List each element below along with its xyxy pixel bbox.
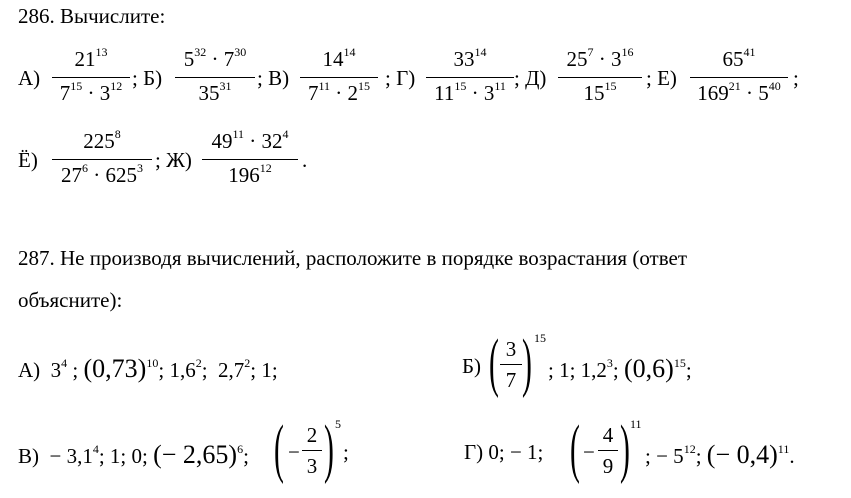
row1-end: ; — [793, 66, 799, 90]
separator-b: ; Б) — [132, 66, 163, 90]
fraction-v: $14^{14}$ $7^{11} \cdot 2^{15}$ — [300, 46, 378, 109]
fraction-e: $65^{41}$ $169^{21} \cdot 5^{40}$ — [690, 46, 788, 109]
left-paren-v: ( — [274, 412, 284, 485]
end-287-v: ; — [343, 440, 349, 464]
fraction-a: $21^{13}$ $7^{15} \cdot 3^{12}$ — [52, 46, 130, 109]
separator-e: ; Е) — [646, 66, 677, 90]
item-287-b-label: Б) — [462, 354, 482, 378]
separator-g: ; Г) — [385, 66, 416, 90]
item-287-g-rest: ; − $5^{12}$; (− 0,4)$^{11}$. — [645, 440, 795, 469]
separator-zh: ; Ж) — [155, 148, 192, 172]
minus-g: − — [583, 440, 595, 464]
item-287-b-rest: ; 1; $1,2^3$; $(0,6)^{15}$; — [548, 354, 692, 383]
separator-d: ; Д) — [514, 66, 547, 90]
right-paren-g: ) — [620, 412, 630, 485]
right-paren-v: ) — [324, 412, 334, 485]
exp-287-g: 11 — [630, 417, 642, 431]
right-paren-b: ) — [522, 326, 532, 399]
separator-v: ; В) — [257, 66, 290, 90]
item-287-g-label: Г) 0; − 1; — [464, 440, 544, 464]
problem-286-header: 286. Вычислите: — [18, 4, 166, 28]
minus-v: − — [288, 440, 300, 464]
item-yo-label: Ё) — [18, 148, 38, 172]
fraction-b: $5^{32} \cdot 7^{30}$ $35^{31}$ — [175, 46, 255, 109]
fraction-287-b: 3 7 — [500, 336, 522, 393]
exp-287-v: 5 — [335, 417, 341, 431]
left-paren-b: ( — [489, 326, 499, 399]
fraction-d: $25^7 \cdot 3^{16}$ $15^{15}$ — [558, 46, 642, 109]
fraction-yo: $225^8$ $27^6 \cdot 625^3$ — [52, 128, 152, 191]
problem-287-line2: объясните): — [18, 288, 123, 312]
left-paren-g: ( — [570, 412, 580, 485]
item-287-a: А) $3^4$ ; $(0,73)^{10}$; $1,6^2$; $2,7^2$; 1; — [18, 354, 278, 383]
fraction-g: $33^{14}$ $11^{15} \cdot 3^{11}$ — [426, 46, 514, 109]
exp-287-b: 15 — [534, 331, 546, 345]
fraction-zh: $49^{11} \cdot 32^4$ $196^{12}$ — [202, 128, 298, 191]
item-287-v: $В) - 3,1^4$; 1; 0; (− 2,65)$^6$; — [18, 440, 249, 469]
problem-287-line1: 287. Не производя вычислений, расположите в порядке возрастания (ответ — [18, 246, 688, 270]
fraction-287-v: 2 3 — [302, 422, 322, 479]
fraction-287-g: 4 9 — [598, 422, 618, 479]
item-a-label: А) — [18, 66, 41, 90]
row2-end: . — [302, 148, 308, 172]
